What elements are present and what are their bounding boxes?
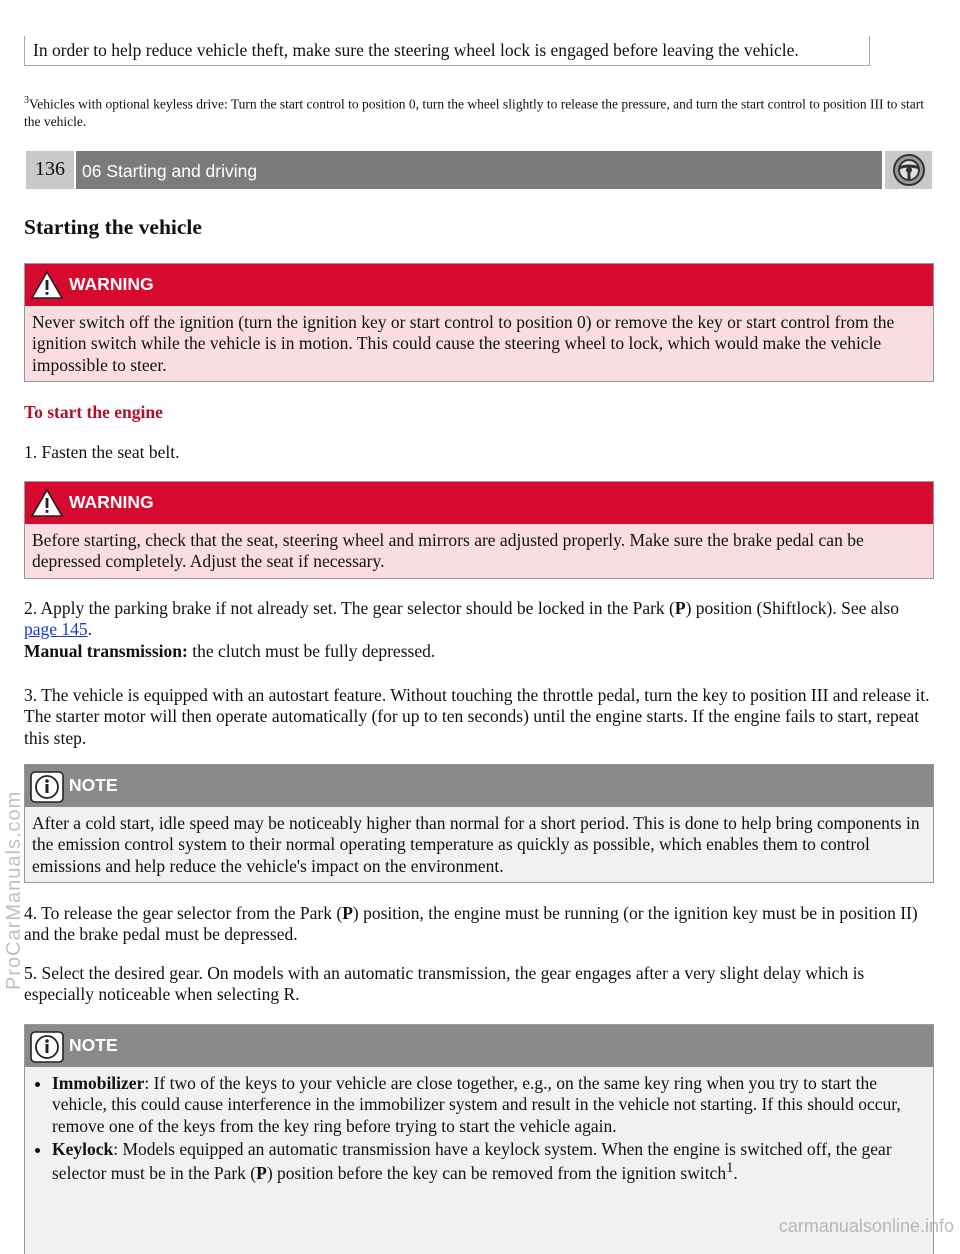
note-list [32, 1073, 926, 1185]
bottom-watermark: carmanualsonline.info [778, 1216, 954, 1237]
immobilizer-text: : If two of the keys to your vehicle are close together, e.g., on the same key ring when you try to start the vehicle, this could cause interference in the immobilizer system and result in the vehicle not starting. If this should occur, remove one of the keys from the key ring before trying to start the vehicle again. [52, 1073, 901, 1136]
note-header [25, 1025, 933, 1067]
immobilizer-label: Immobilizer [52, 1073, 145, 1093]
info-icon [30, 771, 64, 803]
keylock-text-end: . [733, 1163, 738, 1184]
step-2 [24, 598, 936, 662]
note-box-cold-start [24, 764, 934, 883]
step-4-pre: 4. To release the gear selector from the Park ( [24, 903, 343, 923]
chapter-title: 06 Starting and driving [76, 151, 882, 189]
footnote-ref: 1 [726, 1160, 734, 1177]
info-icon [30, 1031, 64, 1063]
step-4-post: ) position, the engine must be running (or the ignition key must be in position II) and the brake pedal must be depressed. [24, 903, 918, 945]
note-label: NOTE [69, 1035, 118, 1055]
warning-triangle-icon [30, 270, 64, 300]
side-watermark: ProCarManuals.com [3, 790, 25, 990]
list-item [52, 1139, 926, 1185]
keylock-label: Keylock [52, 1139, 114, 1160]
footnote-marker: 3 [24, 95, 29, 106]
keylock-text-post: ) position before the key can be removed from the ignition switch [266, 1163, 727, 1184]
section-title: Starting the vehicle [24, 215, 202, 239]
chapter-icon-box [885, 151, 932, 189]
note-body [25, 1067, 933, 1195]
chapter-header [24, 151, 932, 189]
warning-header [25, 264, 933, 306]
park-letter: P [342, 903, 353, 923]
warning-box-ignition [24, 263, 934, 382]
note-header [25, 765, 933, 807]
step-3: 3. The vehicle is equipped with an autostart feature. Without touching the throttle pedal, turn the key to position III and release it. The starter motor will then operate automatically (for up to ten seconds) until the engine starts. If the engine fails to start, repeat this step. [24, 685, 930, 748]
park-letter: P [256, 1163, 267, 1184]
step-2-post: ) position (Shiftlock). See also [685, 598, 899, 618]
page-145-link[interactable]: page 145 [24, 619, 88, 640]
warning-label: WARNING [69, 492, 154, 512]
manual-transmission-text: the clutch must be fully depressed. [187, 640, 436, 661]
park-letter: P [674, 598, 686, 618]
warning-body: Never switch off the ignition (turn the ignition key or start control to position 0) or remove the key or start control from the ignition switch while the vehicle is in motion. This could cause the steering wheel to lock, which would make the vehicle impossible to steer. [32, 312, 895, 375]
warning-header [25, 482, 933, 524]
subheading-start-engine: To start the engine [24, 402, 163, 422]
warning-box-adjust [24, 481, 934, 579]
step-1: 1. Fasten the seat belt. [24, 442, 180, 462]
note-body: After a cold start, idle speed may be noticeably higher than normal for a short period. This is done to help bring components in the emission control system to their normal operating temperature as quickly as possible, which enables them to control emissions and help reduce the vehicle's impact on the environment. [32, 813, 920, 876]
step-5: 5. Select the desired gear. On models with an automatic transmission, the gear engages after a very slight delay which is especially noticeable when selecting R. [24, 963, 865, 1005]
list-item [52, 1073, 926, 1137]
top-notice-box [24, 36, 870, 66]
warning-body: Before starting, check that the seat, steering wheel and mirrors are adjusted properly. Make sure the brake pedal can be depressed completely. Adjust the seat if necessary. [32, 530, 864, 572]
step-2-end: . [87, 619, 93, 640]
step-2-pre: 2. Apply the parking brake if not already set. The gear selector should be locked in the Park ( [24, 598, 675, 618]
steering-wheel-icon [892, 153, 926, 187]
note-label: NOTE [69, 775, 118, 795]
keylock-text-pre: : Models equipped an automatic transmission have a keylock system. When the engine is switched off, the gear selector must be in the Park ( [52, 1139, 892, 1184]
manual-transmission-label: Manual transmission: [24, 640, 188, 661]
page-number: 136 [26, 151, 74, 189]
footnote-text: Vehicles with optional keyless drive: Turn the start control to position 0, turn the wheel slightly to release the pressure, and turn the start control to position III to start the vehicle. [24, 96, 924, 130]
warning-label: WARNING [69, 274, 154, 294]
warning-triangle-icon [30, 488, 64, 518]
step-4 [24, 903, 936, 946]
top-notice-text: In order to help reduce vehicle theft, make sure the steering wheel lock is engaged before leaving the vehicle. [33, 40, 799, 60]
footnote [24, 94, 936, 131]
